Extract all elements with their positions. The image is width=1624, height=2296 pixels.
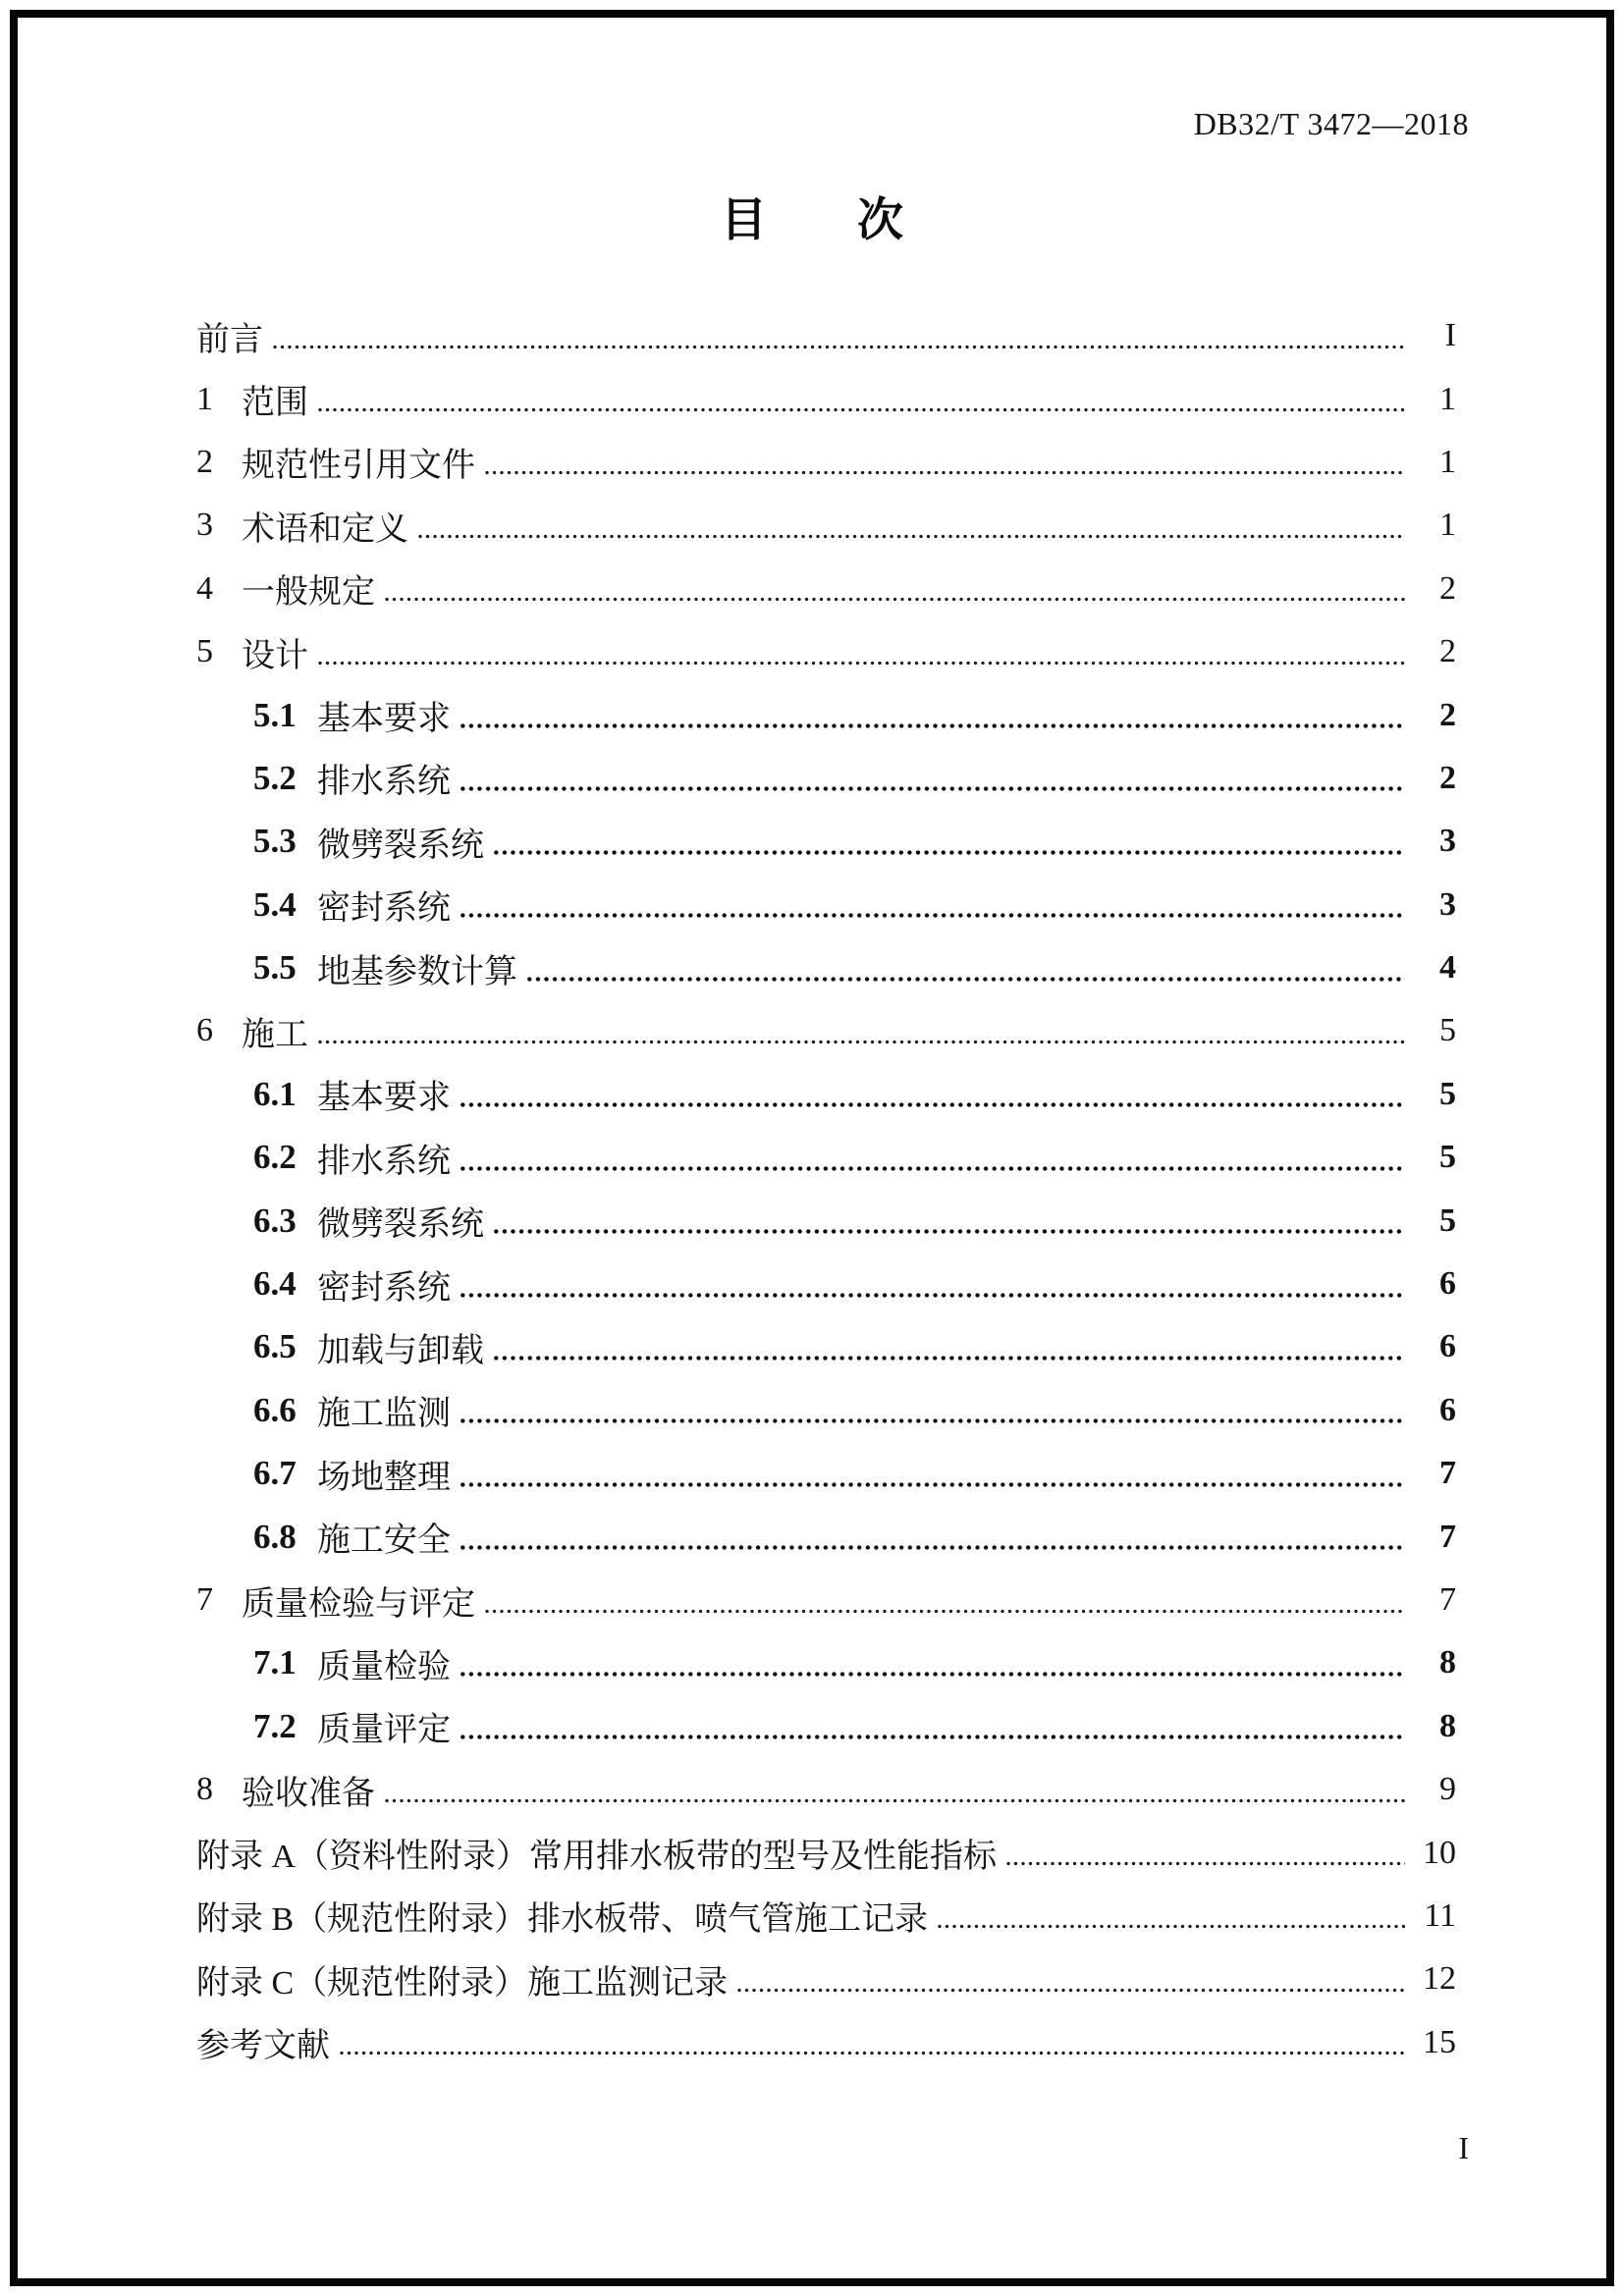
toc-entry-page: 7 — [1439, 1455, 1456, 1492]
toc-entry-label: 施工安全 — [317, 1522, 451, 1560]
toc-entry-label: 排水系统 — [317, 764, 451, 801]
dot-leader — [494, 1356, 1405, 1361]
toc-entry — [196, 431, 1456, 494]
toc-entry-number: 5.4 — [253, 884, 297, 924]
dot-leader — [460, 1166, 1405, 1171]
toc-entry — [196, 810, 1456, 873]
toc-entry — [196, 558, 1456, 620]
dot-leader — [273, 345, 1405, 349]
toc-entry-page: 5 — [1439, 1139, 1456, 1176]
toc-entry-label: 微劈裂系统 — [317, 827, 484, 864]
toc-entry-label: 施工监测 — [317, 1396, 451, 1433]
toc-entry — [196, 1821, 1456, 1884]
dot-leader — [494, 850, 1405, 855]
toc-entry-number: 6.5 — [253, 1327, 297, 1366]
toc-entry-number: 5.3 — [253, 822, 297, 861]
page-title — [18, 192, 1606, 247]
toc-entry — [196, 1189, 1456, 1252]
toc-entry — [196, 747, 1456, 810]
dot-leader — [485, 1609, 1405, 1614]
dot-leader — [385, 1798, 1405, 1803]
toc-entry-label: 附录 B（规范性附录）排水板带、喷气管施工记录 — [196, 1901, 929, 1939]
toc-entry-label: 质量评定 — [317, 1712, 451, 1749]
dot-leader — [318, 407, 1405, 412]
dot-leader — [340, 2051, 1405, 2056]
toc-entry-page: 12 — [1423, 1960, 1456, 1998]
toc-entry-number: 7 — [196, 1581, 213, 1618]
dot-leader — [460, 1418, 1405, 1423]
toc-entry — [196, 683, 1456, 746]
dot-leader — [527, 977, 1405, 982]
toc-entry-label: 加载与卸载 — [317, 1332, 484, 1369]
toc-entry-number: 5.1 — [253, 695, 297, 734]
toc-entry-number: 5 — [196, 633, 213, 670]
toc-entry-page: 1 — [1439, 443, 1456, 480]
toc-entry — [196, 1695, 1456, 1758]
dot-leader — [485, 470, 1405, 475]
toc-entry-number: 6.3 — [253, 1201, 297, 1240]
dot-leader — [460, 1482, 1405, 1487]
page-title-char2: 次 — [857, 193, 903, 245]
dot-leader — [460, 1672, 1405, 1677]
dot-leader — [737, 1988, 1405, 1993]
footer-page-number: I — [1458, 2130, 1469, 2165]
toc-entry-number: 6.6 — [253, 1390, 297, 1429]
toc-entry-page: 2 — [1439, 569, 1456, 607]
toc-entry-label: 基本要求 — [317, 701, 451, 738]
toc-entry-label: 附录 C（规范性附录）施工监测记录 — [196, 1964, 729, 2002]
toc-entry-number: 7.2 — [253, 1706, 297, 1745]
toc-entry — [196, 1442, 1456, 1505]
toc-entry-number: 5.5 — [253, 948, 297, 988]
toc-entry-page: 8 — [1439, 1707, 1456, 1744]
toc-entry-label: 质量检验与评定 — [242, 1585, 475, 1623]
toc-entry-label: 地基参数计算 — [317, 953, 517, 990]
toc-entry-number: 1 — [196, 380, 213, 417]
toc-entry-number: 6.8 — [253, 1517, 297, 1556]
dot-leader — [460, 1735, 1405, 1739]
toc-entry — [196, 999, 1456, 1062]
dot-leader — [418, 534, 1405, 539]
toc-entry-label: 范围 — [242, 385, 308, 422]
toc-entry-page: 5 — [1439, 1012, 1456, 1049]
toc-entry — [196, 874, 1456, 936]
toc-entry-label: 基本要求 — [317, 1080, 451, 1117]
toc-entry-page: 4 — [1439, 949, 1456, 987]
dot-leader — [460, 1102, 1405, 1107]
toc-entry-label: 密封系统 — [317, 1269, 451, 1307]
dot-leader — [460, 913, 1405, 918]
toc-entry-label: 术语和定义 — [242, 510, 408, 548]
dot-leader — [460, 1293, 1405, 1298]
toc-entry-page: 7 — [1439, 1581, 1456, 1618]
toc-entry-page: I — [1444, 317, 1456, 354]
toc-entry-label: 微劈裂系统 — [317, 1206, 484, 1244]
page-frame — [10, 10, 1614, 2286]
dot-leader — [460, 723, 1405, 728]
toc-entry-page: 2 — [1439, 759, 1456, 796]
dot-leader — [1006, 1861, 1405, 1866]
toc-entry-page: 3 — [1439, 823, 1456, 860]
toc-entry — [196, 1315, 1456, 1378]
toc-entry — [196, 1505, 1456, 1568]
toc-entry-number: 3 — [196, 507, 213, 544]
toc-entry-label: 设计 — [242, 637, 308, 674]
toc-entry-page: 1 — [1439, 380, 1456, 417]
toc-entry-page: 6 — [1439, 1328, 1456, 1365]
toc-entry-number: 5.2 — [253, 758, 297, 797]
toc-entry-label: 一般规定 — [242, 574, 375, 612]
toc-entry-page: 8 — [1439, 1644, 1456, 1682]
toc-entry-page: 1 — [1439, 507, 1456, 544]
dot-leader — [318, 661, 1405, 666]
document-code: DB32/T 3472—2018 — [1193, 106, 1469, 141]
toc-entry — [196, 620, 1456, 683]
toc-entry-number: 7.1 — [253, 1643, 297, 1682]
toc-entry-page: 6 — [1439, 1391, 1456, 1428]
toc-entry-label: 场地整理 — [317, 1459, 451, 1496]
toc-entry — [196, 1569, 1456, 1631]
toc-entry-page: 5 — [1439, 1201, 1456, 1239]
toc-entry — [196, 367, 1456, 430]
toc-entry-number: 6.4 — [253, 1264, 297, 1304]
toc-entry-page: 6 — [1439, 1265, 1456, 1303]
toc-entry — [196, 1063, 1456, 1126]
toc-entry — [196, 1253, 1456, 1315]
toc-entry-label: 密封系统 — [317, 890, 451, 928]
table-of-contents — [196, 304, 1456, 2074]
dot-leader — [460, 786, 1405, 791]
toc-entry-label: 排水系统 — [317, 1143, 451, 1180]
toc-entry-number: 8 — [196, 1771, 213, 1808]
page-title-char1: 目 — [721, 193, 767, 245]
toc-entry — [196, 1379, 1456, 1442]
toc-entry-page: 3 — [1439, 885, 1456, 923]
toc-entry-number: 6.7 — [253, 1454, 297, 1493]
toc-entry-page: 15 — [1423, 2023, 1456, 2060]
toc-entry-page: 2 — [1439, 696, 1456, 733]
toc-entry — [196, 936, 1456, 999]
dot-leader — [460, 1545, 1405, 1550]
toc-entry-page: 11 — [1424, 1896, 1456, 1934]
toc-entry-page: 7 — [1439, 1518, 1456, 1555]
toc-entry — [196, 1758, 1456, 1821]
toc-entry-page: 10 — [1423, 1834, 1456, 1871]
toc-entry-label: 前言 — [196, 321, 263, 358]
dot-leader — [318, 1040, 1405, 1044]
toc-entry — [196, 494, 1456, 557]
dot-leader — [938, 1924, 1405, 1929]
toc-entry-number: 6 — [196, 1012, 213, 1049]
toc-entry-label: 规范性引用文件 — [242, 448, 475, 485]
toc-entry-page: 2 — [1439, 633, 1456, 670]
toc-entry-label: 附录 A（资料性附录）常用排水板带的型号及性能指标 — [196, 1839, 998, 1876]
toc-entry-label: 验收准备 — [242, 1775, 375, 1812]
dot-leader — [385, 597, 1405, 602]
toc-entry-number: 6.1 — [253, 1074, 297, 1113]
toc-entry-label: 施工 — [242, 1016, 308, 1053]
toc-entry-page: 5 — [1439, 1075, 1456, 1112]
toc-entry-label: 参考文献 — [196, 2028, 330, 2065]
toc-entry — [196, 1126, 1456, 1189]
toc-entry — [196, 304, 1456, 367]
toc-entry-page: 9 — [1439, 1771, 1456, 1808]
toc-entry-label: 质量检验 — [317, 1648, 451, 1685]
dot-leader — [494, 1229, 1405, 1234]
toc-entry-number: 4 — [196, 569, 213, 607]
toc-entry — [196, 1631, 1456, 1694]
toc-entry — [196, 1885, 1456, 1948]
toc-entry — [196, 2011, 1456, 2074]
toc-entry-number: 6.2 — [253, 1138, 297, 1177]
toc-entry — [196, 1948, 1456, 2010]
toc-entry-number: 2 — [196, 443, 213, 480]
